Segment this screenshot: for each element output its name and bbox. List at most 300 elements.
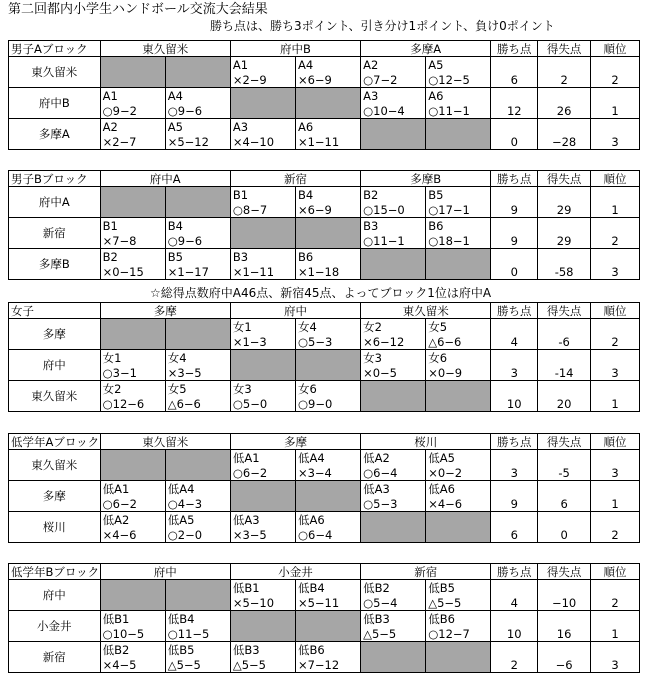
team-header: 東久留米 xyxy=(100,434,230,450)
header-row xyxy=(9,564,640,580)
match-result: ×1−11 xyxy=(230,264,295,280)
self-match-cell xyxy=(426,657,491,673)
match-code: B3 xyxy=(361,218,426,234)
team-header: 東久留米 xyxy=(361,303,491,319)
goal-diff-value: -14 xyxy=(538,350,591,381)
match-result: ○6−4 xyxy=(361,465,426,481)
result-block-table xyxy=(8,40,640,150)
match-code: 女5 xyxy=(165,381,230,397)
self-match-cell xyxy=(100,319,165,335)
team-header: 府中 xyxy=(230,303,360,319)
match-code: A6 xyxy=(426,88,491,104)
table-row xyxy=(9,611,640,627)
self-match-cell xyxy=(426,249,491,265)
goal-diff-value: 29 xyxy=(538,218,591,249)
match-code: 低A4 xyxy=(165,481,230,497)
goal-diff-value: 26 xyxy=(538,88,591,119)
goal-diff-header: 得失点 xyxy=(538,41,591,57)
result-block-table xyxy=(8,170,640,280)
table-row xyxy=(9,88,640,104)
match-result: ○6−4 xyxy=(295,527,360,543)
self-match-cell xyxy=(426,119,491,135)
goal-diff-header: 得失点 xyxy=(538,303,591,319)
match-code: 低B4 xyxy=(165,611,230,627)
self-match-cell xyxy=(295,88,360,104)
self-match-cell xyxy=(295,218,360,234)
table-row xyxy=(9,218,640,234)
match-result: ○9−6 xyxy=(165,103,230,119)
self-match-cell xyxy=(230,611,295,627)
match-code: B6 xyxy=(295,249,360,265)
table-row xyxy=(9,319,640,335)
match-code: A4 xyxy=(165,88,230,104)
match-result: △5−5 xyxy=(361,626,426,642)
match-result: ○3−1 xyxy=(100,365,165,381)
points-header: 勝ち点 xyxy=(491,434,538,450)
rank-value: 3 xyxy=(591,119,640,150)
match-result: ○5−3 xyxy=(361,496,426,512)
match-result: ○6−2 xyxy=(100,496,165,512)
match-result: ×4−5 xyxy=(100,657,165,673)
points-value: 3 xyxy=(491,450,538,481)
row-team-name: 府中A xyxy=(9,187,101,218)
match-result: ×7−12 xyxy=(295,657,360,673)
points-header: 勝ち点 xyxy=(491,171,538,187)
goal-diff-value: −10 xyxy=(538,580,591,611)
match-result: ○5−3 xyxy=(295,334,360,350)
block-name: 低学年Aブロック xyxy=(9,434,101,450)
match-result: ×0−2 xyxy=(426,465,491,481)
rank-value: 2 xyxy=(591,319,640,350)
goal-diff-header: 得失点 xyxy=(538,564,591,580)
self-match-cell xyxy=(100,72,165,88)
match-code: 低A3 xyxy=(361,481,426,497)
match-result: ○10−5 xyxy=(100,626,165,642)
match-result: △6−6 xyxy=(165,396,230,412)
block-name: 女子 xyxy=(9,303,101,319)
match-result: ○9−6 xyxy=(165,233,230,249)
table-row xyxy=(9,642,640,658)
match-code: 低B3 xyxy=(361,611,426,627)
match-result: ○12−6 xyxy=(100,396,165,412)
match-result: ○5−0 xyxy=(230,396,295,412)
self-match-cell xyxy=(100,187,165,203)
points-header: 勝ち点 xyxy=(491,564,538,580)
row-team-name: 新宿 xyxy=(9,218,101,249)
match-result: ×7−8 xyxy=(100,233,165,249)
team-header: 多摩B xyxy=(361,171,491,187)
team-header: 小金井 xyxy=(230,564,360,580)
match-result: △5−5 xyxy=(165,657,230,673)
match-code: 低A1 xyxy=(100,481,165,497)
team-header: 東久留米 xyxy=(100,41,230,57)
self-match-cell xyxy=(361,657,426,673)
match-code: 女6 xyxy=(426,350,491,366)
match-result: ○5−4 xyxy=(361,595,426,611)
rank-value: 3 xyxy=(591,249,640,280)
self-match-cell xyxy=(100,334,165,350)
page-title: 第二回都内小学生ハンドボール交流大会結果 xyxy=(8,2,268,17)
match-code: 女5 xyxy=(426,319,491,335)
goal-diff-header: 得失点 xyxy=(538,434,591,450)
match-result: ×3−4 xyxy=(295,465,360,481)
match-result: ×5−12 xyxy=(165,134,230,150)
row-team-name: 府中 xyxy=(9,350,101,381)
match-result: ○6−2 xyxy=(230,465,295,481)
match-code: A6 xyxy=(295,119,360,135)
self-match-cell xyxy=(426,396,491,412)
team-header: 新宿 xyxy=(361,564,491,580)
match-code: A2 xyxy=(100,119,165,135)
self-match-cell xyxy=(165,595,230,611)
match-result: ○10−4 xyxy=(361,103,426,119)
header-row xyxy=(9,41,640,57)
self-match-cell xyxy=(295,626,360,642)
match-code: A3 xyxy=(361,88,426,104)
match-result: ×1−11 xyxy=(295,134,360,150)
match-result: ○11−1 xyxy=(426,103,491,119)
match-code: 低A6 xyxy=(295,512,360,528)
match-code: 低B2 xyxy=(361,580,426,596)
match-code: 低B1 xyxy=(230,580,295,596)
match-code: B2 xyxy=(100,249,165,265)
row-team-name: 多摩 xyxy=(9,319,101,350)
self-match-cell xyxy=(230,481,295,497)
match-code: 低B4 xyxy=(295,580,360,596)
match-result: ○12−7 xyxy=(426,626,491,642)
self-match-cell xyxy=(230,365,295,381)
match-code: 低A5 xyxy=(426,450,491,466)
match-code: 女3 xyxy=(230,381,295,397)
points-value: 2 xyxy=(491,642,538,673)
table-row xyxy=(9,119,640,135)
points-value: 6 xyxy=(491,512,538,543)
goal-diff-header: 得失点 xyxy=(538,171,591,187)
goal-diff-value: -6 xyxy=(538,319,591,350)
match-code: 低B5 xyxy=(165,642,230,658)
block-name: 男子Bブロック xyxy=(9,171,101,187)
rules-text: 勝ち点は、勝ち3ポイント、引き分け1ポイント、負け0ポイント xyxy=(210,19,555,33)
table-row xyxy=(9,381,640,397)
points-value: 6 xyxy=(491,57,538,88)
rank-value: 2 xyxy=(591,218,640,249)
match-code: 女4 xyxy=(165,350,230,366)
match-result: ×1−18 xyxy=(295,264,360,280)
match-result: ×4−10 xyxy=(230,134,295,150)
self-match-cell xyxy=(165,580,230,596)
self-match-cell xyxy=(230,626,295,642)
match-result: ×0−5 xyxy=(361,365,426,381)
points-value: 12 xyxy=(491,88,538,119)
table-row xyxy=(9,481,640,497)
rank-header: 順位 xyxy=(591,564,640,580)
table-row xyxy=(9,187,640,203)
goal-diff-value: 6 xyxy=(538,481,591,512)
match-result: ×4−6 xyxy=(100,527,165,543)
rank-value: 1 xyxy=(591,481,640,512)
team-header: 桜川 xyxy=(361,434,491,450)
rank-header: 順位 xyxy=(591,303,640,319)
match-result: ○15−0 xyxy=(361,202,426,218)
team-header: 多摩A xyxy=(361,41,491,57)
self-match-cell xyxy=(426,642,491,658)
match-result: ○11−5 xyxy=(165,626,230,642)
match-result: ×0−15 xyxy=(100,264,165,280)
match-code: A2 xyxy=(361,57,426,73)
row-team-name: 東久留米 xyxy=(9,381,101,412)
match-code: 低B5 xyxy=(426,580,491,596)
self-match-cell xyxy=(295,233,360,249)
match-code: B6 xyxy=(426,218,491,234)
match-code: B2 xyxy=(361,187,426,203)
points-value: 3 xyxy=(491,350,538,381)
match-code: 低A6 xyxy=(426,481,491,497)
match-code: 低B3 xyxy=(230,642,295,658)
self-match-cell xyxy=(100,580,165,596)
self-match-cell xyxy=(230,218,295,234)
self-match-cell xyxy=(426,381,491,397)
row-team-name: 府中B xyxy=(9,88,101,119)
row-team-name: 桜川 xyxy=(9,512,101,543)
match-code: A1 xyxy=(100,88,165,104)
rank-header: 順位 xyxy=(591,41,640,57)
match-result: ○8−7 xyxy=(230,202,295,218)
self-match-cell xyxy=(230,88,295,104)
block-note: ☆総得点数府中A46点、新宿45点、よってブロック1位は府中A xyxy=(150,286,492,300)
match-code: 低B6 xyxy=(426,611,491,627)
match-result: ×3−5 xyxy=(165,365,230,381)
goal-diff-value: −28 xyxy=(538,119,591,150)
match-result: ×5−10 xyxy=(230,595,295,611)
header-row xyxy=(9,303,640,319)
self-match-cell xyxy=(165,450,230,466)
row-team-name: 新宿 xyxy=(9,642,101,673)
match-result: ×2−9 xyxy=(230,72,295,88)
match-result: ○12−5 xyxy=(426,72,491,88)
rank-value: 1 xyxy=(591,187,640,218)
match-result: ×6−12 xyxy=(361,334,426,350)
self-match-cell xyxy=(165,465,230,481)
match-result: ×6−9 xyxy=(295,72,360,88)
self-match-cell xyxy=(361,381,426,397)
self-match-cell xyxy=(361,512,426,528)
match-code: 低B2 xyxy=(100,642,165,658)
result-block-table xyxy=(8,302,640,412)
block-name: 男子Aブロック xyxy=(9,41,101,57)
goal-diff-value: 20 xyxy=(538,381,591,412)
match-result: △5−5 xyxy=(426,595,491,611)
match-code: 低B6 xyxy=(295,642,360,658)
goal-diff-value: -5 xyxy=(538,450,591,481)
points-header: 勝ち点 xyxy=(491,41,538,57)
match-result: ○18−1 xyxy=(426,233,491,249)
match-code: B5 xyxy=(426,187,491,203)
rank-header: 順位 xyxy=(591,171,640,187)
points-value: 9 xyxy=(491,481,538,512)
table-row xyxy=(9,350,640,366)
match-code: B5 xyxy=(165,249,230,265)
match-result: ×1−3 xyxy=(230,334,295,350)
self-match-cell xyxy=(426,134,491,150)
self-match-cell xyxy=(361,134,426,150)
header-row xyxy=(9,434,640,450)
self-match-cell xyxy=(165,334,230,350)
self-match-cell xyxy=(230,233,295,249)
self-match-cell xyxy=(165,319,230,335)
match-code: A1 xyxy=(230,57,295,73)
match-code: 女2 xyxy=(100,381,165,397)
self-match-cell xyxy=(426,512,491,528)
rank-value: 1 xyxy=(591,381,640,412)
self-match-cell xyxy=(295,496,360,512)
match-result: ×5−11 xyxy=(295,595,360,611)
match-result: ○9−2 xyxy=(100,103,165,119)
self-match-cell xyxy=(230,496,295,512)
self-match-cell xyxy=(361,119,426,135)
self-match-cell xyxy=(361,264,426,280)
match-code: 女2 xyxy=(361,319,426,335)
rank-value: 2 xyxy=(591,512,640,543)
match-code: 低A2 xyxy=(361,450,426,466)
match-code: B4 xyxy=(165,218,230,234)
table-row xyxy=(9,57,640,73)
goal-diff-value: 0 xyxy=(538,512,591,543)
match-result: ×6−9 xyxy=(295,202,360,218)
match-code: A3 xyxy=(230,119,295,135)
self-match-cell xyxy=(165,187,230,203)
match-result: ○4−3 xyxy=(165,496,230,512)
match-code: 女3 xyxy=(361,350,426,366)
row-team-name: 多摩A xyxy=(9,119,101,150)
team-header: 府中 xyxy=(100,564,230,580)
match-code: 女1 xyxy=(230,319,295,335)
goal-diff-value: 2 xyxy=(538,57,591,88)
rank-value: 3 xyxy=(591,450,640,481)
rank-value: 3 xyxy=(591,350,640,381)
team-header: 新宿 xyxy=(230,171,360,187)
team-header: 府中A xyxy=(100,171,230,187)
self-match-cell xyxy=(100,202,165,218)
self-match-cell xyxy=(426,264,491,280)
team-header: 府中B xyxy=(230,41,360,57)
self-match-cell xyxy=(295,481,360,497)
row-team-name: 東久留米 xyxy=(9,57,101,88)
rank-value: 1 xyxy=(591,88,640,119)
points-value: 10 xyxy=(491,381,538,412)
row-team-name: 多摩 xyxy=(9,481,101,512)
points-value: 0 xyxy=(491,249,538,280)
match-code: B3 xyxy=(230,249,295,265)
rank-value: 3 xyxy=(591,642,640,673)
points-value: 9 xyxy=(491,218,538,249)
points-value: 9 xyxy=(491,187,538,218)
match-code: B1 xyxy=(100,218,165,234)
self-match-cell xyxy=(295,365,360,381)
match-result: ×2−7 xyxy=(100,134,165,150)
self-match-cell xyxy=(165,57,230,73)
goal-diff-value: 29 xyxy=(538,187,591,218)
self-match-cell xyxy=(100,450,165,466)
points-header: 勝ち点 xyxy=(491,303,538,319)
self-match-cell xyxy=(426,527,491,543)
rank-value: 1 xyxy=(591,611,640,642)
match-code: 低A3 xyxy=(230,512,295,528)
table-row xyxy=(9,512,640,528)
match-code: B4 xyxy=(295,187,360,203)
self-match-cell xyxy=(361,396,426,412)
team-header: 多摩 xyxy=(100,303,230,319)
points-value: 4 xyxy=(491,319,538,350)
match-result: ○11−1 xyxy=(361,233,426,249)
rank-value: 2 xyxy=(591,580,640,611)
goal-diff-value: 16 xyxy=(538,611,591,642)
match-code: 低A4 xyxy=(295,450,360,466)
match-code: 低A1 xyxy=(230,450,295,466)
match-result: ×0−9 xyxy=(426,365,491,381)
points-value: 10 xyxy=(491,611,538,642)
row-team-name: 府中 xyxy=(9,580,101,611)
points-value: 4 xyxy=(491,580,538,611)
team-header: 多摩 xyxy=(230,434,360,450)
match-result: ○2−0 xyxy=(165,527,230,543)
match-result: ○9−0 xyxy=(295,396,360,412)
self-match-cell xyxy=(295,611,360,627)
match-result: ○17−1 xyxy=(426,202,491,218)
rank-value: 2 xyxy=(591,57,640,88)
self-match-cell xyxy=(361,527,426,543)
self-match-cell xyxy=(165,72,230,88)
self-match-cell xyxy=(100,57,165,73)
table-row xyxy=(9,580,640,596)
self-match-cell xyxy=(230,350,295,366)
match-result: △5−5 xyxy=(230,657,295,673)
match-code: 低A2 xyxy=(100,512,165,528)
goal-diff-value: −6 xyxy=(538,642,591,673)
self-match-cell xyxy=(100,595,165,611)
match-result: ×4−6 xyxy=(426,496,491,512)
match-code: A5 xyxy=(426,57,491,73)
self-match-cell xyxy=(100,465,165,481)
row-team-name: 多摩B xyxy=(9,249,101,280)
match-code: 女1 xyxy=(100,350,165,366)
match-code: 低A5 xyxy=(165,512,230,528)
self-match-cell xyxy=(361,642,426,658)
self-match-cell xyxy=(295,103,360,119)
match-code: A5 xyxy=(165,119,230,135)
self-match-cell xyxy=(295,350,360,366)
rank-header: 順位 xyxy=(591,434,640,450)
self-match-cell xyxy=(230,103,295,119)
result-block-table xyxy=(8,563,640,673)
match-code: 女6 xyxy=(295,381,360,397)
block-name: 低学年Bブロック xyxy=(9,564,101,580)
self-match-cell xyxy=(361,249,426,265)
match-result: ○7−2 xyxy=(361,72,426,88)
match-code: B1 xyxy=(230,187,295,203)
row-team-name: 小金井 xyxy=(9,611,101,642)
match-code: 低B1 xyxy=(100,611,165,627)
match-result: ×3−5 xyxy=(230,527,295,543)
header-row xyxy=(9,171,640,187)
table-row xyxy=(9,249,640,265)
match-code: A4 xyxy=(295,57,360,73)
match-result: △6−6 xyxy=(426,334,491,350)
table-row xyxy=(9,450,640,466)
row-team-name: 東久留米 xyxy=(9,450,101,481)
match-code: 女4 xyxy=(295,319,360,335)
match-result: ×1−17 xyxy=(165,264,230,280)
goal-diff-value: -58 xyxy=(538,249,591,280)
